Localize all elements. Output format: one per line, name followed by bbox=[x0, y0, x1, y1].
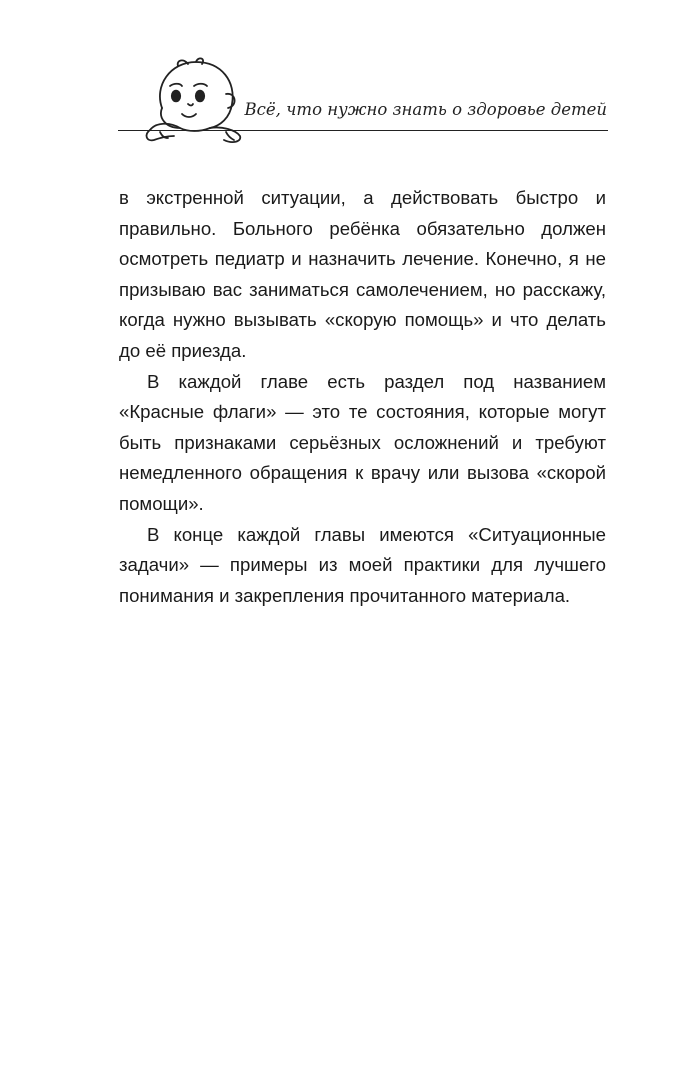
paragraph-2: В каждой главе есть раздел под названием «Красные флаги» — это те состояния, которые могут быть признаками серьёзных осложнений и требуют немедленного обращения к врачу или вызова «скорой помощи». bbox=[119, 370, 606, 514]
header-rule bbox=[118, 130, 608, 131]
body-text bbox=[119, 183, 606, 611]
baby-face-icon bbox=[140, 56, 250, 148]
page-header bbox=[0, 0, 695, 150]
paragraph-3: В конце каждой главы имеются «Ситуационные задачи» — примеры из моей практики для лучшего понимания и закрепления прочитанного материала. bbox=[119, 523, 606, 606]
paragraph-1: в экстренной ситуации, а действовать быстро и правильно. Больного ребёнка обязательно должен осмотреть педиатр и назначить лечение. Конечно, я не призываю вас заниматься самолечением, но расскажу, когда нужно вызывать «скорую помощь» и что делать до её приезда. bbox=[119, 187, 606, 361]
running-title: Всё, что нужно знать о здоровье детей bbox=[244, 100, 607, 119]
